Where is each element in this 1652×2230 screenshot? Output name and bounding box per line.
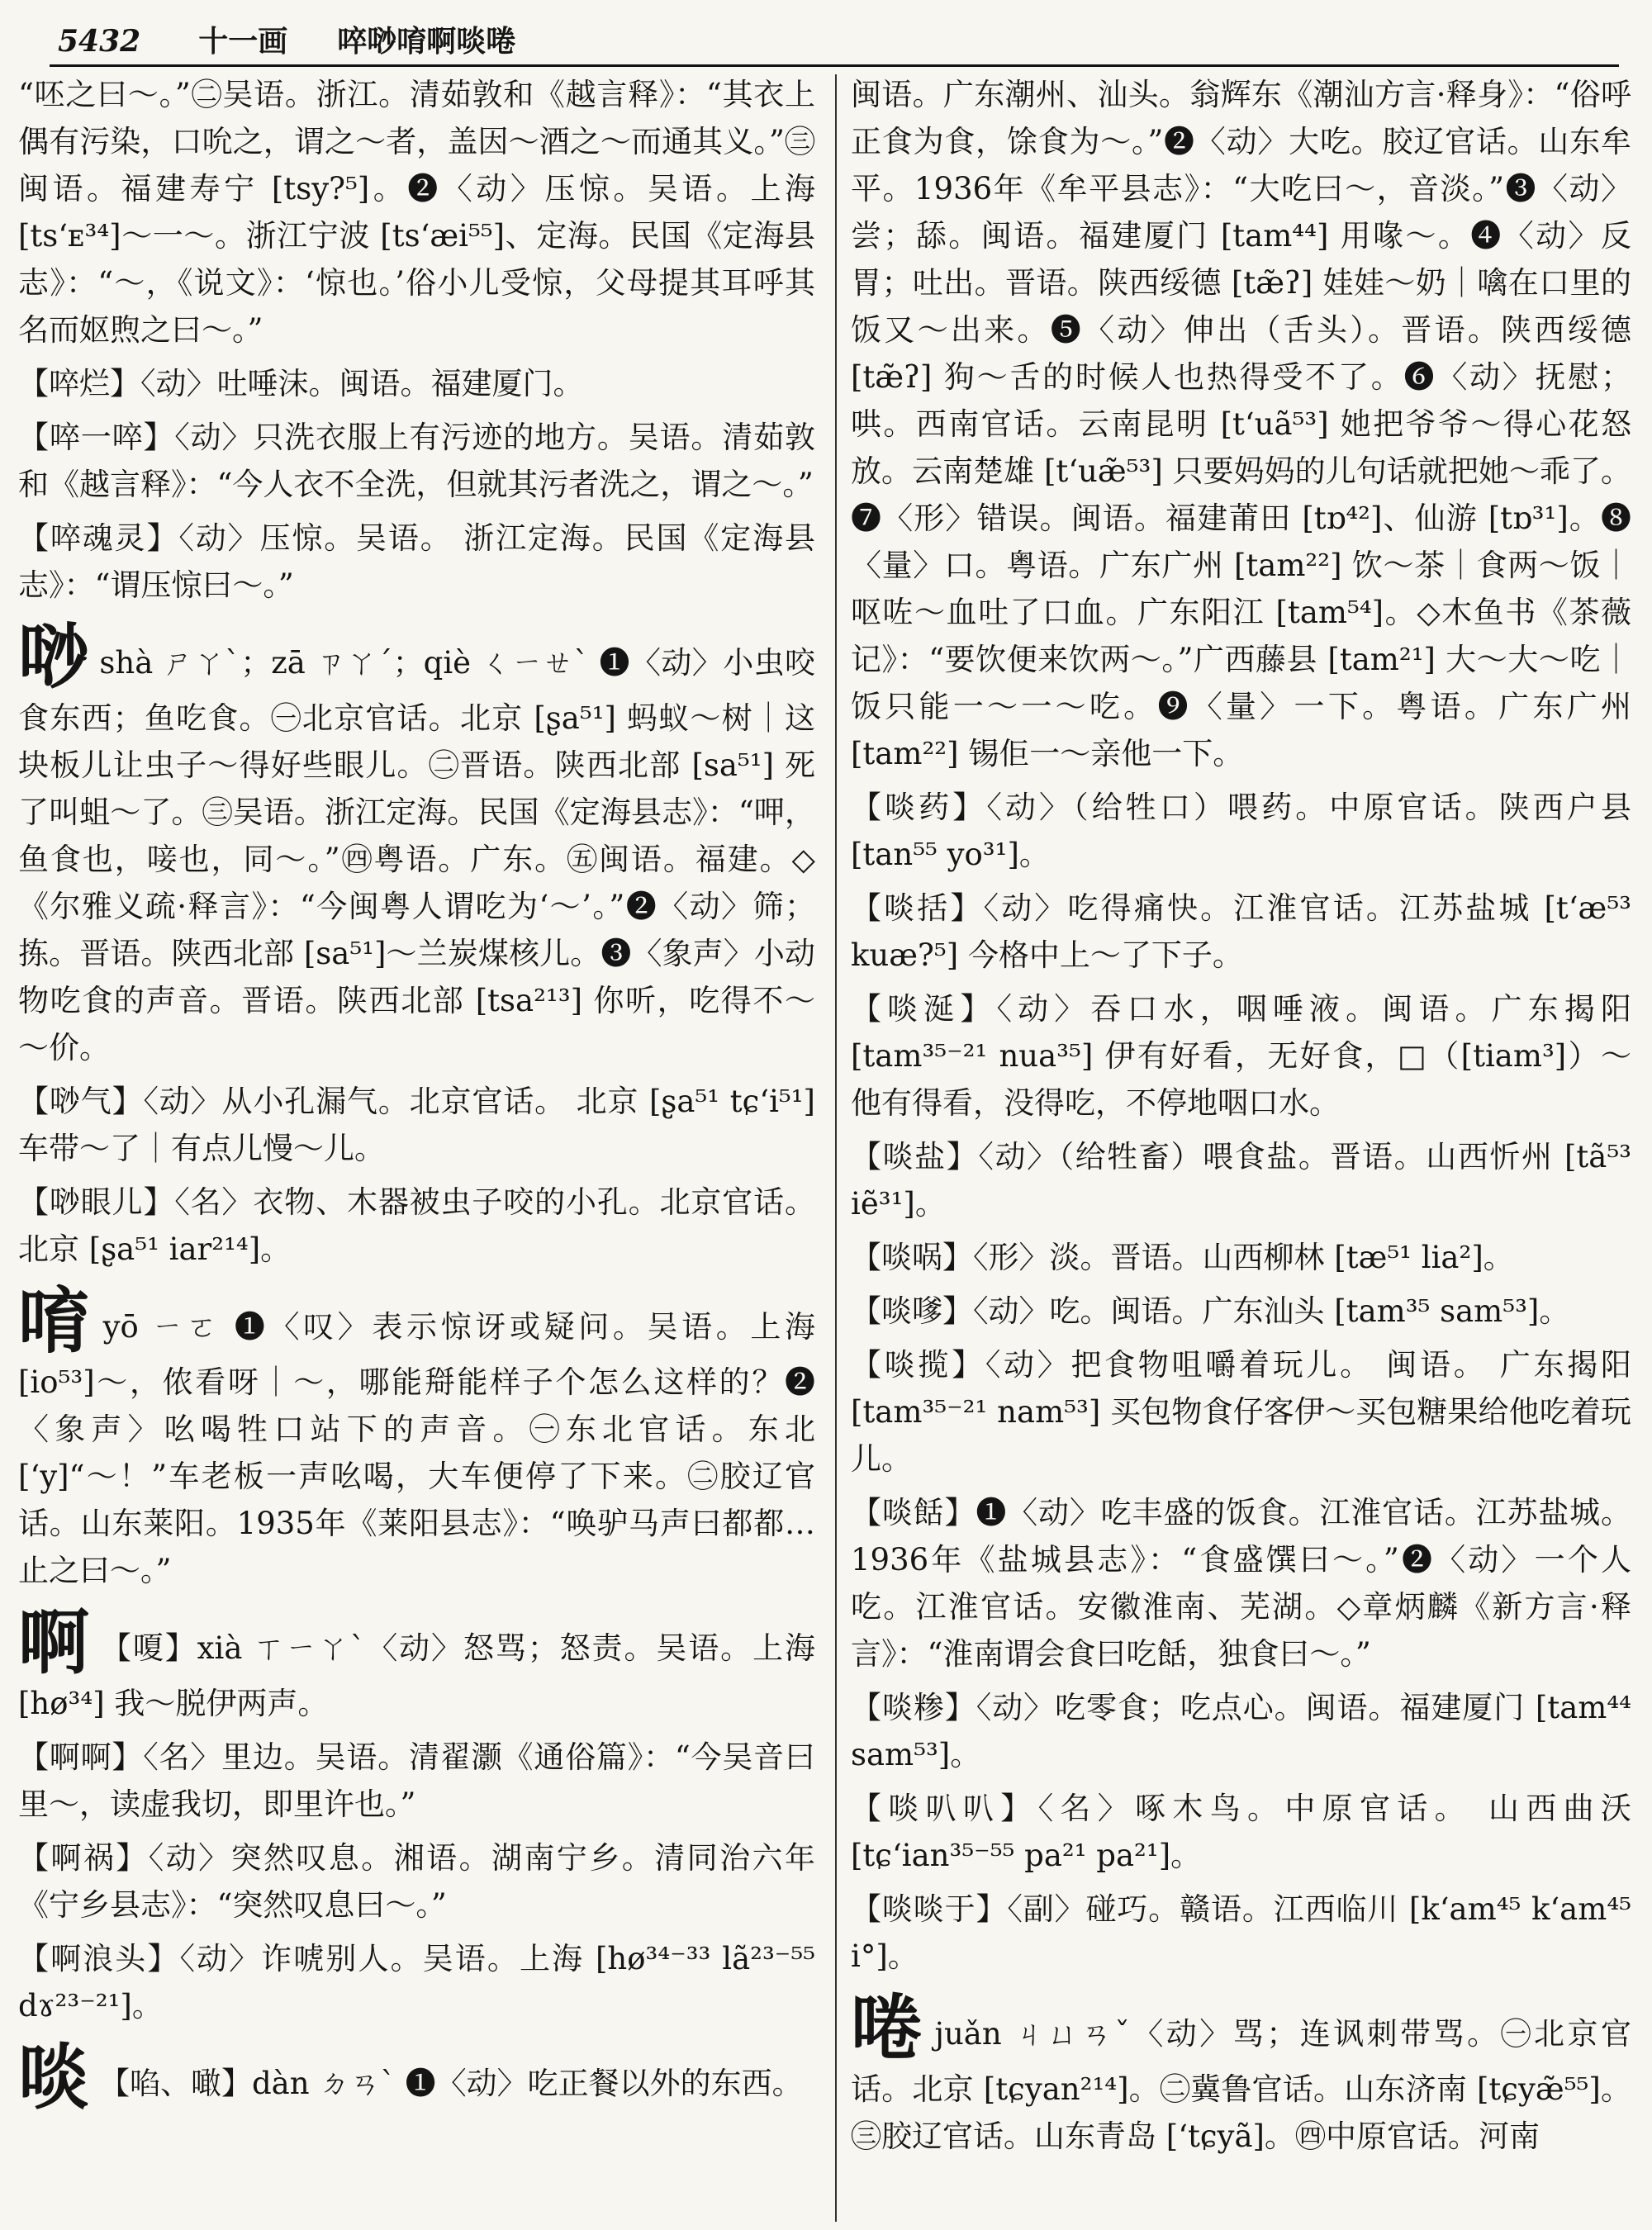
- entry: 【啖㖞】〈形〉淡。晋语。山西柳林 [tæ⁵¹ lia²]。: [851, 1240, 1514, 1275]
- head-character: 啖: [18, 2036, 89, 2119]
- right-column: [851, 71, 1631, 2166]
- entry: 【唦气】〈动〉从小孔漏气。北京官话。 北京 [ʂa⁵¹ tɕ‘i⁵¹] 车带～了｜有点儿慢～儿。: [18, 1084, 815, 1166]
- entry: 【啖啖于】〈副〉碰巧。赣语。江西临川 [k‘am⁴⁵ k‘am⁴⁵ i°]。: [851, 1891, 1631, 1974]
- page-header: [58, 18, 1619, 59]
- column-divider: [835, 74, 837, 2222]
- head-entry: 啊 【嗄】xià ㄒㄧㄚˋ〈动〉怒骂；怒责。吴语。上海 [hø³⁴] 我～脱伊两声。: [18, 1601, 816, 1721]
- entry: 【啖嗲】〈动〉吃。闽语。广东汕头 [tam³⁵ sam⁵³]。: [851, 1293, 1570, 1329]
- entry: 【啖括】〈动〉吃得痛快。江淮官话。江苏盐城 [t‘æ⁵³ kuæ?⁵] 今格中上～了下子。: [851, 890, 1631, 973]
- entry: 闽语。广东潮州、汕头。翁辉东《潮汕方言·释身》：“俗呼正食为食，馀食为～。”❷〈动〉大吃。胶辽官话。山东牟平。1936年《牟平县志》：“大吃曰～，音淡。”❸〈动〉尝；舔。闽语。福建厦门 [tam⁴⁴] 用喙～。❹〈动〉反胃；吐出。晋语。陕西绥德 [tæ̃ʔ] 娃娃～奶｜噙在口里的饭又～出来。❺〈动〉伸出（舌头）。晋语。陕西绥德 [tæ̃ʔ] 狗～舌的时候人也热得受不了。❻〈动〉抚慰；哄。西南官话。云南昆明 [t‘uã⁵³] 她把爷爷～得心花怒放。云南楚雄 [t‘uæ̃⁵³] 只要妈妈的儿句话就把她～乖了。❼〈形〉错误。闽语。福建莆田 [tɒ⁴²]、仙游 [tɒ³¹]。❽〈量〉口。粤语。广东广州 [tam²²] 饮～茶｜食两～饭｜呕咗～血吐了口血。广东阳江 [tam⁵⁴]。◇木鱼书《茶薇记》：“要饮便来饮两～。”广西藤县 [tam²¹] 大～大～吃｜饭只能一～一～吃。❾〈量〉一下。粤语。广东广州 [tam²²] 锡佢一～亲他一下。: [851, 77, 1631, 771]
- stroke-count: 十一画: [198, 24, 288, 59]
- head-character: 唦: [18, 615, 90, 699]
- page-number: 5432: [58, 24, 141, 59]
- entry: 【啖涎】〈动〉吞口水，咽唾液。闽语。广东揭阳 [tam³⁵⁻²¹ nua³⁵] 伊有好看，无好食，□（[tiam³]）～他有得看，没得吃，不停地咽口水。: [851, 991, 1631, 1121]
- entry: 【啖揽】〈动〉把食物咀嚼着玩儿。 闽语。 广东揭阳 [tam³⁵⁻²¹ nam⁵³] 买包物食仔客伊～买包糖果给他吃着玩儿。: [851, 1347, 1631, 1477]
- entry: 【啐一啐】〈动〉只洗衣服上有污迹的地方。吴语。清茹敦和《越言释》：“今人衣不全洗，但就其污者洗之，谓之～。”: [18, 420, 815, 502]
- entry: 【啖餂】❶〈动〉吃丰盛的饭食。江淮官话。江苏盐城。1936年《盐城县志》：“食盛馔曰～。”❷〈动〉一个人吃。江淮官话。安徽淮南、芜湖。◇章炳麟《新方言·释言》：“淮南谓会食曰吃餂，独食曰～。”: [851, 1495, 1631, 1672]
- entry: 【啖叭叭】〈名〉啄木鸟。中原官话。 山西曲沃 [tɕ‘ian³⁵⁻⁵⁵ pa²¹ pa²¹]。: [851, 1791, 1631, 1873]
- head-character: 啳: [851, 1986, 925, 2070]
- left-column: [18, 71, 815, 2122]
- entry: 【啐烂】〈动〉吐唾沫。闽语。福建厦门。: [18, 366, 584, 401]
- header-rule: [50, 64, 1619, 67]
- entry: 【啖盐】〈动〉（给牲畜）喂食盐。晋语。山西忻州 [tã⁵³ iẽ³¹]。: [851, 1139, 1631, 1222]
- entry: 【啖糁】〈动〉吃零食；吃点心。闽语。福建厦门 [tam⁴⁴ sam⁵³]。: [851, 1690, 1631, 1772]
- head-entry: 啖 【啗、噉】dàn ㄉㄢˋ ❶〈动〉吃正餐以外的东西。: [18, 2036, 803, 2119]
- entry: “呸之曰～。”㊁吴语。浙江。清茹敦和《越言释》：“其衣上偶有污染，口吮之，谓之～者，盖因～酒之～而通其义。”㊂闽语。福建寿宁 [tsy?⁵]。❷〈动〉压惊。吴语。上海 [ts‘ᴇ³⁴]～一～。浙江宁波 [ts‘æi⁵⁵]、定海。民国《定海县志》：“～，《说文》：‘惊也。’俗小儿受惊，父母提其耳呼其名而妪煦之曰～。”: [18, 77, 815, 348]
- entry: 【啊浪头】〈动〉诈唬别人。吴语。上海 [hø³⁴⁻³³ lã²³⁻⁵⁵ dɤ²³⁻²¹]。: [18, 1941, 815, 2024]
- entry: 【啊啊】〈名〉里边。吴语。清翟灏《通俗篇》：“今吴音曰里～，读虚我切，即里许也。”: [18, 1739, 815, 1822]
- head-character: 唷: [18, 1279, 93, 1363]
- head-entry: 唦shà ㄕㄚˋ；zā ㄗㄚˊ；qiè ㄑㄧㄝˋ ❶〈动〉小虫咬食东西；鱼吃食。㊀北京官话。北京 [ʂa⁵¹] 蚂蚁～树｜这块板儿让虫子～得好些眼儿。㊁晋语。陕西北部 [sa⁵¹] 死了叫蛆～了。㊂吴语。浙江定海。民国《定海县志》：“呷，鱼食也，唼也，同～。”㊃粤语。广东。㊄闽语。福建。◇《尔雅义疏·释言》：“今闽粤人谓吃为‘～’。”❷〈动〉筛；拣。晋语。陕西北部 [sa⁵¹]～兰炭煤核儿。❸〈象声〉小动物吃食的声音。晋语。陕西北部 [tsa²¹³] 你听，吃得不～～价。: [18, 615, 816, 1065]
- entry: 【啊祸】〈动〉突然叹息。湘语。湖南宁乡。清同治六年《宁乡县志》：“突然叹息曰～。”: [18, 1840, 815, 1923]
- header-characters: 啐唦唷啊啖啳: [337, 24, 516, 59]
- head-entry: 唷yō ㄧㄛ ❶〈叹〉表示惊讶或疑问。吴语。上海 [io⁵³]～，侬看呀｜～，哪能搿能样子个怎么这样的？❷〈象声〉吆喝牲口站下的声音。㊀东北官话。东北 [‘y]“～！”车老板一声吆喝，大车便停了下来。㊁胶辽官话。山东莱阳。1935年《莱阳县志》：“唤驴马声曰都都…止之曰～。”: [18, 1279, 816, 1588]
- entry: 【唦眼儿】〈名〉衣物、木器被虫子咬的小孔。北京官话。北京 [ʂa⁵¹ iar²¹⁴]。: [18, 1184, 815, 1267]
- head-character: 啊: [18, 1601, 91, 1684]
- head-entry: 啳juǎn ㄐㄩㄢˇ〈动〉骂；连讽刺带骂。㊀北京官话。北京 [tɕyan²¹⁴]。㊁冀鲁官话。山东济南 [tɕyæ̃⁵⁵]。㊂胶辽官话。山东青岛 [‘tɕyã]。㊃中原官话。河南: [851, 1986, 1632, 2154]
- entry: 【啖药】〈动〉（给牲口）喂药。中原官话。陕西户县 [tan⁵⁵ yo³¹]。: [851, 790, 1631, 872]
- entry: 【啐魂灵】〈动〉压惊。吴语。 浙江定海。民国《定海县志》：“谓压惊曰～。”: [18, 520, 815, 603]
